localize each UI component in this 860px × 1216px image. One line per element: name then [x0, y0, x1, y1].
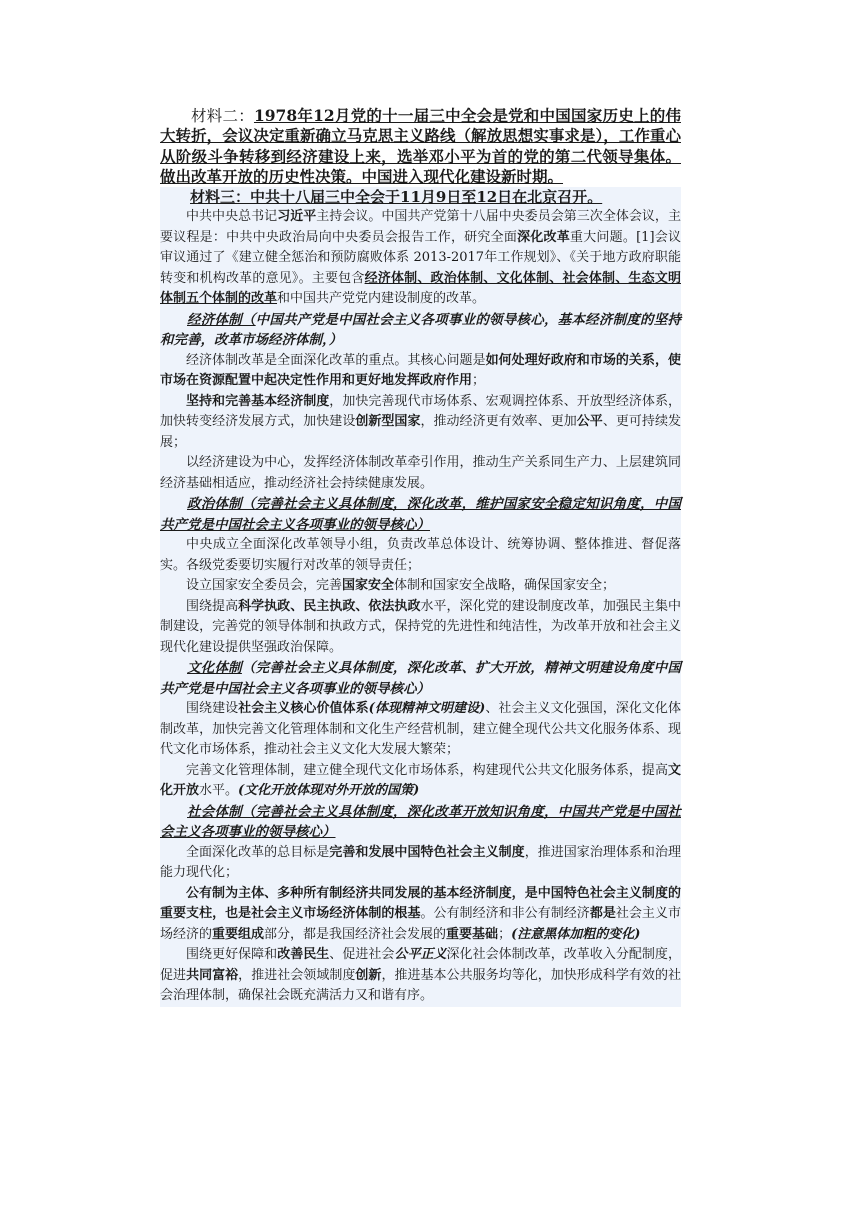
- text: 、更可持续发展；: [160, 414, 681, 450]
- material-3-intro: [160, 207, 681, 310]
- bold-text: 科学执政、民主执政、依法执政: [238, 598, 421, 614]
- text: 全面深化改革的总目标是: [186, 844, 330, 860]
- bold-text: 坚持和完善基本经济制度: [186, 393, 330, 409]
- culture-heading-note: （完善社会主义具体制度，深化改革、扩大开放，精神文明建设角度中国共产党是中国社会主义各项事业的领导核心）: [160, 660, 682, 697]
- intro-text: 重大问题。[1]会议审议通过了《建立健全惩治和预防腐败体系 2013-2017年工作规划》、《关于地方政府职能转变和机构改革的意见》。主要包含: [160, 229, 681, 286]
- society-heading: 社会体制（完善社会主义具体制度，深化改革开放知识角度，中国共产党是中国社会主义各项事业的领导核心）: [160, 803, 681, 841]
- text: 、社会主义文化强国，深化文化体制改革，加快完善文化管理体制和文化生产经营机制，建立健全现代公共文化服务体系、现代文化市场体系，推动社会主义文化大发展大繁荣；: [160, 701, 681, 758]
- economy-heading-label: 经济体制（: [187, 311, 256, 328]
- intro-text: 中共中央总书记: [186, 209, 278, 225]
- bold-text: 社会主义核心价值体系: [238, 701, 369, 717]
- text: ，推进国家治理体系和治理能力现代化；: [160, 844, 681, 881]
- material-2-label: 材料二：: [191, 107, 254, 125]
- politics-paragraph-3: [160, 597, 681, 659]
- economy-paragraph-3: 以经济建设为中心，发挥经济体制改革牵引作用，推动生产关系同生产力、上层建筑同经济基础相适应，推动经济社会持续健康发展。: [160, 455, 681, 491]
- text: 水平。: [199, 783, 239, 799]
- text: 深化社会体制改革，改革收入分配制度，促进: [160, 947, 681, 983]
- text: 设立国家安全委员会，完善: [186, 578, 343, 594]
- society-paragraph-2: [160, 884, 681, 946]
- text: 水平，深化党的建设制度改革，加强民主集中制建设，完善党的领导体制和执政方式，保持党的先进性和纯洁性，为改革开放和社会主义现代化建设提供坚强政治保障。: [160, 598, 681, 655]
- bold-text: 重要基础: [446, 926, 499, 942]
- material-2-paragraph: [160, 106, 681, 187]
- text: 、促进社会: [329, 947, 395, 963]
- politics-paragraph-1: 中央成立全面深化改革领导小组，负责改革总体设计、统筹协调、整体推进、督促落实。各级党委要切实履行对改革的领导责任；: [160, 537, 681, 573]
- bold-text: 公平: [576, 414, 603, 430]
- intro-bold-term: 深化改革: [517, 229, 570, 245]
- bold-text: 重要组成: [212, 926, 265, 942]
- intro-bold-name: 习近平: [277, 209, 317, 225]
- note-text: (注意黑体加粗的变化): [511, 926, 641, 942]
- document-page: [160, 100, 681, 1007]
- text: 社会主义市场经济的: [160, 906, 681, 942]
- economy-heading-note: 中国共产党是中国社会主义各项事业的领导核心，基本经济制度的坚持和完善，改革市场经济体制，）: [160, 311, 682, 349]
- politics-heading: 政治体制（完善社会主义具体制度，深化改革，维护国家安全稳定知识角度，中国共产党是中国社会主义各项事业的领导核心）: [160, 496, 681, 533]
- text: ，推动经济更有效率、更加: [420, 414, 577, 430]
- text: ，推进基本公共服务均等化，加快形成科学有效的社会治理体制，确保社会既充满活力又和谐有序。: [160, 967, 681, 1004]
- text: 。公有制经济和非公有制经济: [420, 906, 590, 922]
- bold-text: 完善和发展中国特色社会主义制度: [329, 844, 525, 860]
- note-text: (文化开放体现对外开放的国策): [238, 783, 420, 799]
- society-paragraph-1: [160, 843, 681, 884]
- material-3-block: [160, 187, 681, 1007]
- note-text: (体现精神文明建设): [368, 701, 486, 717]
- bold-text: 改善民生: [277, 947, 330, 963]
- economy-heading: [160, 310, 681, 351]
- culture-heading-label: 文化体制: [187, 660, 242, 677]
- economy-paragraph-2: [160, 392, 681, 454]
- economy-paragraph-1: [160, 351, 681, 392]
- bold-text: 公平正义: [394, 947, 447, 963]
- politics-paragraph-2: [160, 576, 681, 597]
- bold-text: 文化开放: [160, 762, 681, 799]
- text: 完善文化管理体制，建立健全现代文化市场体系，构建现代公共文化服务体系，提高: [186, 762, 668, 778]
- bold-text: 都是: [589, 906, 616, 922]
- bold-text: 如何处理好政府和市场的关系，使市场在资源配置中起决定性作用和更好地发挥政府作用: [160, 352, 681, 389]
- material-2-text: 1978年12月党的十一届三中全会是党和中国国家历史上的伟大转折，会议决定重新确立马克思主义路线（解放思想实事求是），工作重心从阶级斗争转移到经济建设上来，选举邓小平为首的党的第二代领导集体。做出改革开放的历史性决策。中国进入现代化建设新时期。: [160, 106, 681, 186]
- bold-text: 公有制为主体、多种所有制经济共同发展的基本经济制度，是中国特色社会主义制度的重要支柱，也是社会主义市场经济体制的根基: [160, 885, 681, 922]
- text: 围绕提高: [186, 598, 239, 614]
- intro-text: 主持会议。中国共产党第十八届中央委员会第三次全体会议，主要议程是：中共中央政治局向中央委员会报告工作，研究全面: [160, 209, 681, 245]
- intro-five-systems: 经济体制、政治体制、文化体制、社会体制、生态文明体制五个体制的改革: [160, 270, 681, 307]
- text: 围绕更好保障和: [186, 947, 278, 963]
- text: ；: [472, 373, 486, 389]
- material-3-title: 材料三：中共十八届三中全会于11月9日至12日在北京召开。: [190, 188, 603, 207]
- text: ；: [498, 926, 512, 942]
- culture-paragraph-1: [160, 699, 681, 761]
- culture-heading: [160, 658, 681, 699]
- text: 体制和国家安全战略，确保国家安全；: [394, 578, 616, 594]
- culture-paragraph-2: [160, 761, 681, 802]
- text: 经济体制改革是全面深化改革的重点。其核心问题是: [186, 352, 486, 368]
- bold-text: 共同富裕: [186, 967, 239, 983]
- intro-text: 和中国共产党党内建设制度的改革。: [277, 291, 486, 307]
- text: 围绕建设: [186, 701, 239, 717]
- bold-text: 国家安全: [342, 578, 395, 594]
- society-paragraph-3: [160, 945, 681, 1007]
- text: ，推进社会领域制度: [238, 967, 356, 983]
- bold-text: 创新: [355, 967, 382, 983]
- text: 部分，都是我国经济社会发展的: [264, 926, 447, 942]
- text: ，加快完善现代市场体系、宏观调控体系、开放型经济体系，加快转变经济发展方式，加快建设: [160, 393, 681, 430]
- bold-text: 创新型国家: [355, 414, 421, 430]
